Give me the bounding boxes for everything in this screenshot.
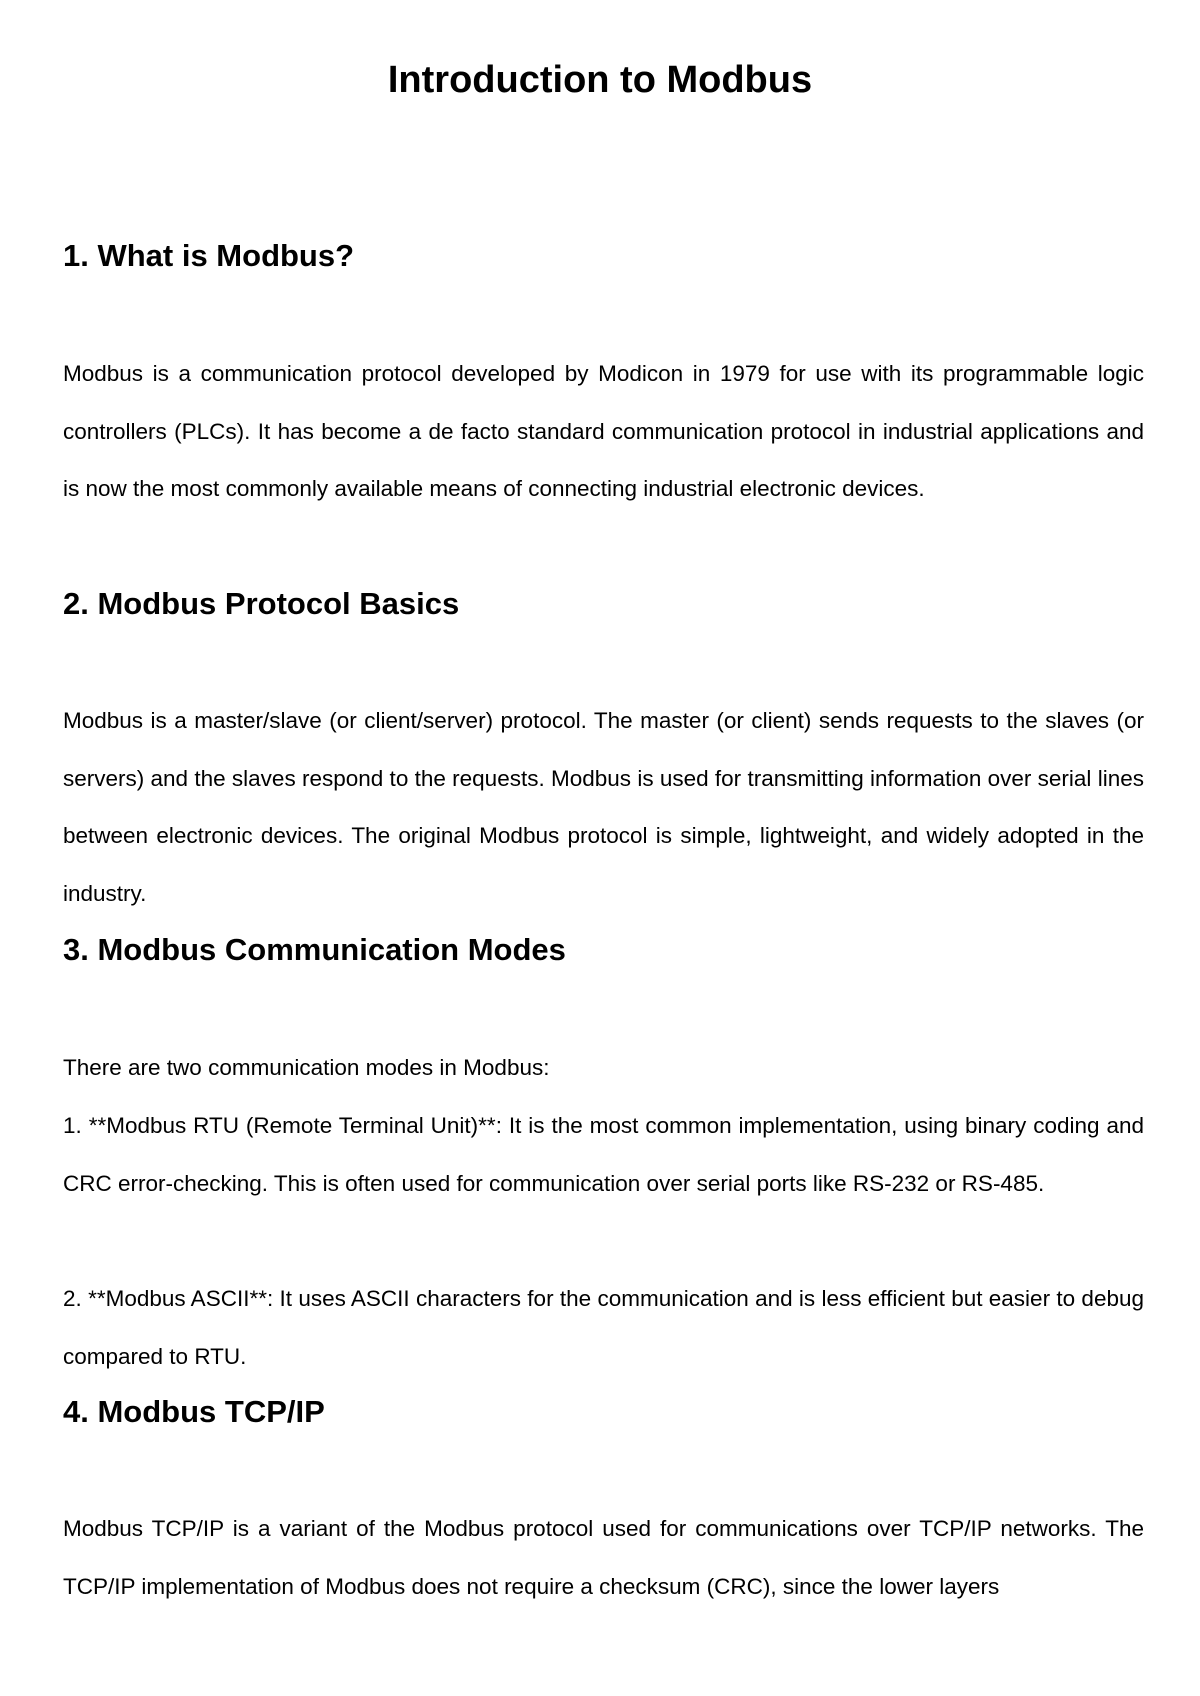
paragraph-modes-intro: There are two communication modes in Modbus: bbox=[63, 1055, 550, 1080]
paragraph-what-is-modbus: Modbus is a communication protocol developed by Modicon in 1979 for use with its programmable logic controllers (PLCs). It has become a de facto standard communication protocol in industrial applications and is now the most commonly available means of connecting industrial electronic devices. bbox=[63, 361, 1144, 501]
section-heading-communication-modes: 3. Modbus Communication Modes bbox=[63, 932, 566, 967]
paragraph-modbus-ascii: 2. **Modbus ASCII**: It uses ASCII characters for the communication and is less efficient but easier to debug compared to RTU. bbox=[63, 1286, 1144, 1369]
section-heading-tcp-ip: 4. Modbus TCP/IP bbox=[63, 1394, 325, 1429]
section-heading-what-is-modbus: 1. What is Modbus? bbox=[63, 238, 355, 273]
paragraph-modbus-rtu: 1. **Modbus RTU (Remote Terminal Unit)**: It is the most common implementation, using binary coding and CRC error-checking. This is often used for communication over serial ports like RS-232 or RS-485. bbox=[63, 1113, 1144, 1196]
paragraph-protocol-basics: Modbus is a master/slave (or client/server) protocol. The master (or client) sends requests to the slaves (or servers) and the slaves respond to the requests. Modbus is used for transmitting information over serial lines between electronic devices. The original Modbus protocol is simple, lightweight, and widely adopted in the industry. bbox=[63, 708, 1144, 906]
paragraph-tcp-ip: Modbus TCP/IP is a variant of the Modbus protocol used for communications over TCP/IP networks. The TCP/IP implementation of Modbus does not require a checksum (CRC), since the lower layers bbox=[63, 1516, 1144, 1599]
section-heading-protocol-basics: 2. Modbus Protocol Basics bbox=[63, 586, 460, 621]
document-title: Introduction to Modbus bbox=[387, 59, 813, 101]
